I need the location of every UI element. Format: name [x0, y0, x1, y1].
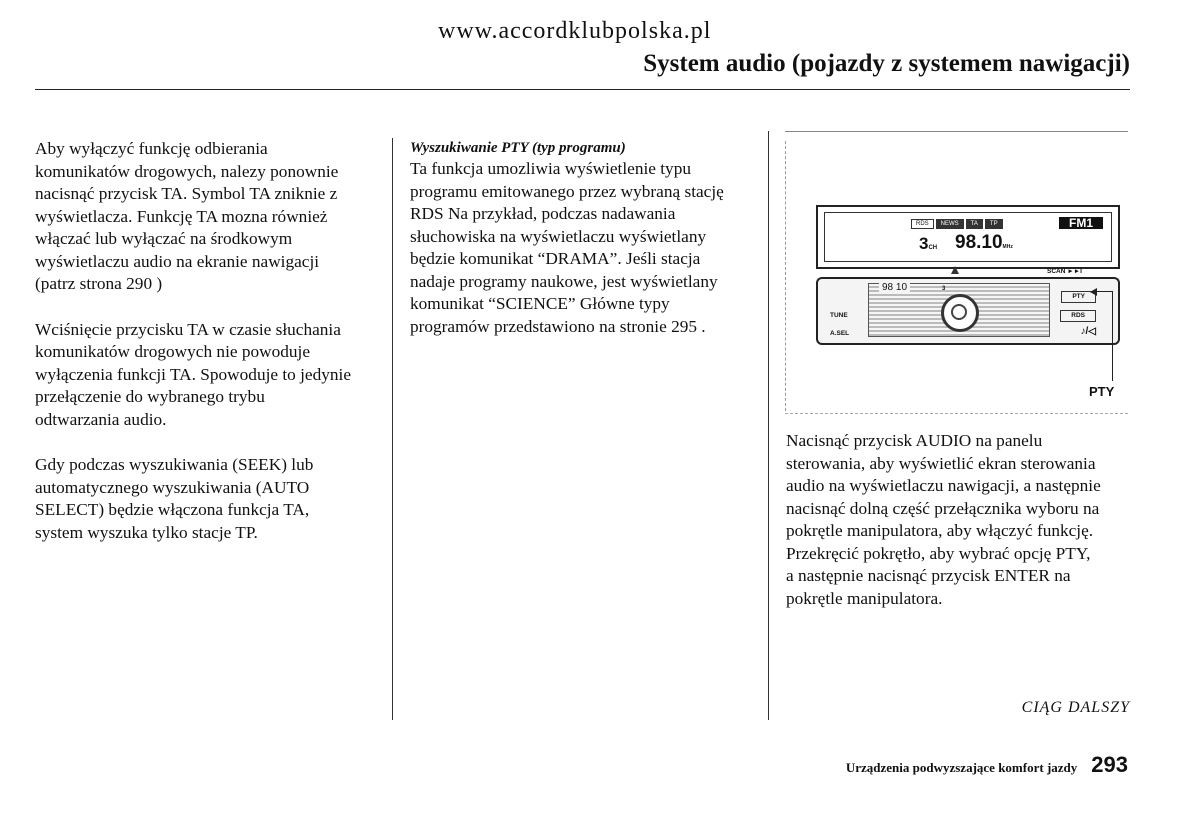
audio-panel-figure	[785, 131, 1130, 414]
callout-arrow-icon	[1090, 288, 1097, 296]
pty-button[interactable]: PTY	[1061, 291, 1096, 303]
volume-button[interactable]: ♪/◁	[1080, 326, 1096, 337]
preset-band	[868, 283, 1050, 337]
channel-number: 3	[919, 234, 929, 253]
pty-callout-label: PTY	[1089, 384, 1115, 399]
paragraph-seek: Gdy podczas wyszukiwania (SEEK) lub automatycznego wyszukiwania (AUTO SELECT) będzie włączona funkcja TA, system wyszuka tylko stacje TP.	[35, 455, 314, 542]
triangle-icon	[951, 266, 959, 274]
right-column-text: Nacisnąć przycisk AUDIO na panelu sterowania, aby wyświetlić ekran sterowania audio na wyświetlaczu nawigacji, a następnie nacisnąć dolną część przełącznika wyboru na pokrętle manipulatora, aby włączyć funkcję. Przekręcić pokrętło, aby wybrać opcję PTY, a następnie nacisnąć przycisk ENTER na pokrętle manipulatora.	[786, 431, 1101, 608]
left-column	[35, 138, 380, 544]
channel-unit: CH	[928, 245, 938, 251]
header-rule	[35, 89, 1130, 90]
indicator-rds: RDS	[911, 219, 934, 229]
tune-button[interactable]: TUNE	[830, 312, 848, 319]
indicator-tp: TP	[985, 219, 1003, 229]
a-sel-button[interactable]: A.SEL	[830, 330, 850, 337]
indicator-row	[911, 219, 1003, 229]
section-title: System audio (pojazdy z systemem nawigacji)	[643, 50, 1130, 77]
page-number: 293	[1091, 752, 1128, 777]
frequency-readout	[955, 232, 1013, 254]
indicator-news: NEWS	[936, 219, 964, 229]
pty-description: Ta funkcja umozliwia wyświetlenie typu programu emitowanego przez wybraną stację RDS Na przykład, podczas nadawania słuchowiska na wyświetlaczu wyświetlany będzie komunikat “DRAMA”. Jeśli stacja nadaje programy naukowe, jest wyświetlany komunikat “SCIENCE” Główne typy programów przedstawiono na stronie 295 .	[410, 159, 724, 336]
channel-readout	[919, 234, 937, 254]
continued-label: CIĄG DALSZY	[1021, 699, 1130, 716]
figure-frame-left	[785, 141, 786, 411]
radio-display-inner	[824, 212, 1112, 262]
preset-frequency: 98 10	[879, 282, 910, 293]
scan-label: SCAN ►►I	[1047, 268, 1082, 275]
column-divider-right	[768, 131, 769, 720]
knob-icon[interactable]	[941, 294, 979, 332]
preset-number: 3	[942, 286, 946, 292]
callout-line-vertical	[1112, 291, 1113, 381]
footer-section-label: Urządzenia podwyzszające komfort jazdy	[845, 760, 1078, 775]
radio-display	[816, 205, 1120, 269]
frequency-value: 98.10	[955, 232, 1003, 253]
paragraph-ta-press: Wciśnięcie przycisku TA w czasie słuchania komunikatów drogowych nie powoduje wyłączenia funkcji TA. Spowoduje to jedynie przełączenie do wybranego trybu odtwarzania audio.	[35, 319, 351, 429]
frequency-unit: MHz	[1002, 244, 1013, 250]
site-url: www.accordklubpolska.pl	[438, 18, 712, 44]
paragraph-ta-off: Aby wyłączyć funkcję odbierania komunikatów drogowych, nalezy ponownie nacisnąć przycisk TA. Symbol TA zniknie z wyświetlacza. Funkcję TA mozna również włączać lub wyłączać na środkowym wyświetlaczu audio na ekranie nawigacji (patrz strona 290 )	[35, 139, 339, 293]
indicator-ta: TA	[966, 219, 983, 229]
callout-line-horizontal	[1096, 291, 1113, 292]
page-footer	[846, 752, 1128, 778]
radio-console	[816, 277, 1120, 345]
rds-button[interactable]: RDS	[1060, 310, 1096, 322]
middle-column	[410, 138, 760, 338]
pty-heading: Wyszukiwanie PTY (typ programu)	[410, 140, 626, 156]
band-badge: FM1	[1059, 217, 1103, 229]
knob-center	[951, 304, 967, 320]
column-divider-left	[392, 138, 393, 720]
